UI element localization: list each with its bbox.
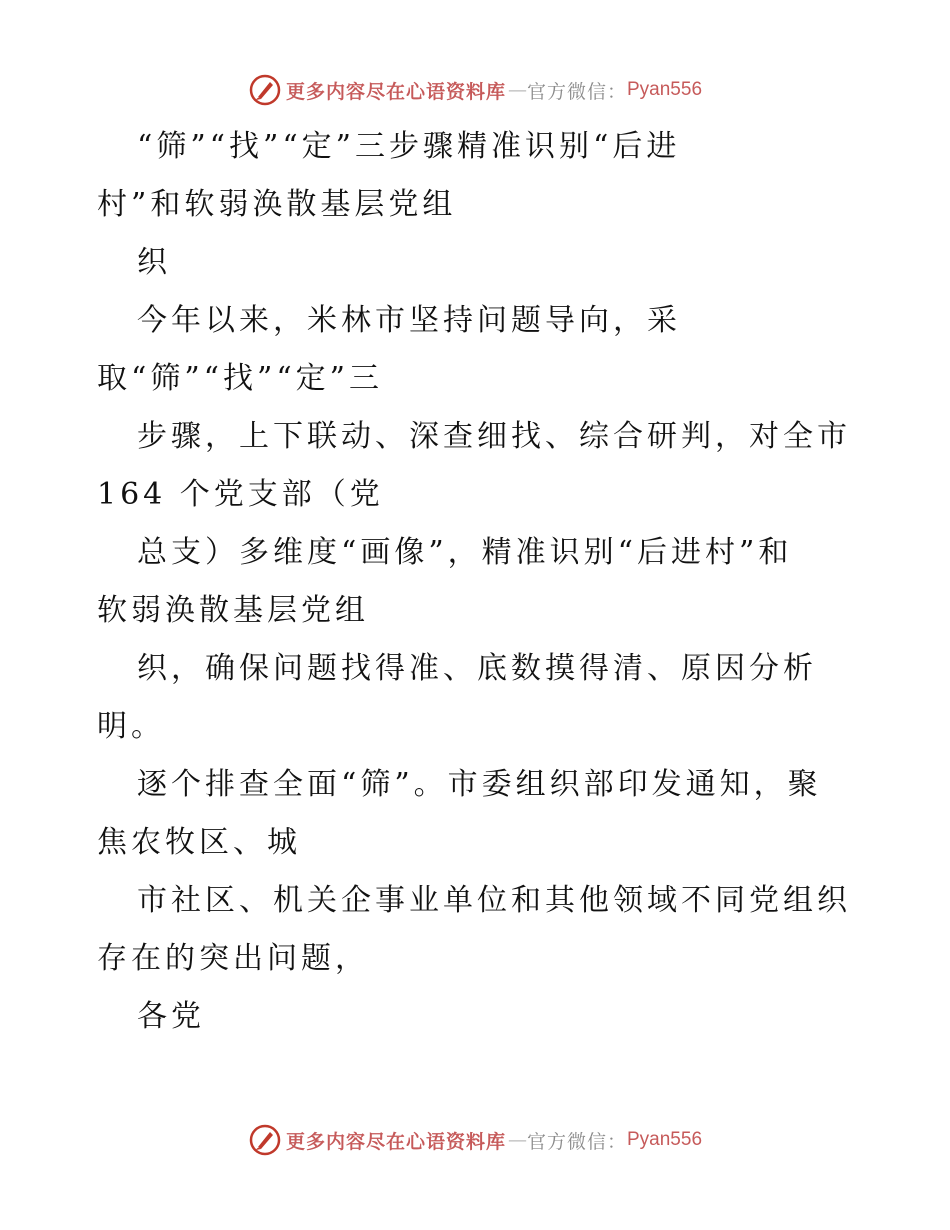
text-line: 明。	[97, 709, 165, 744]
text-line: 织	[137, 245, 171, 280]
text-line: 总支）多维度“画像”，精准识别“后进村”和	[137, 535, 793, 570]
text-line: 步骤，上下联动、深查细找、综合研判，对全市	[137, 419, 851, 454]
text-line: 市社区、机关企事业单位和其他领域不同党组织	[137, 883, 851, 918]
watermark-separator: —	[507, 1129, 525, 1151]
text-line: 164 个党支部（党	[97, 477, 384, 512]
watermark-label: 官方微信：	[526, 80, 627, 103]
watermark-label: 官方微信：	[526, 1130, 627, 1153]
text-line: 村”和软弱涣散基层党组	[97, 187, 457, 222]
brush-logo-icon	[248, 73, 282, 107]
brush-logo-icon	[248, 1123, 282, 1157]
text-line: 各党	[137, 999, 205, 1034]
text-line: 存在的突出问题，	[97, 941, 369, 976]
watermark-footer	[0, 1120, 950, 1160]
text-line: 织，确保问题找得准、底数摸得清、原因分析	[137, 651, 817, 686]
text-line: 今年以来，米林市坚持问题导向，采	[137, 303, 681, 338]
text-line: 焦农牧区、城	[97, 825, 301, 860]
text-line: 软弱涣散基层党组	[97, 593, 369, 628]
watermark-wechat-id: Pyan556	[627, 79, 703, 100]
watermark-wechat-id: Pyan556	[627, 1129, 703, 1150]
text-line: “筛”“找”“定”三步骤精准识别“后进	[137, 129, 681, 164]
watermark-text: 更多内容尽在心语资料库	[285, 80, 506, 103]
watermark-text: 更多内容尽在心语资料库	[285, 1130, 506, 1153]
text-line: 逐个排查全面“筛”。市委组织部印发通知，聚	[137, 767, 822, 802]
watermark-separator: —	[507, 79, 525, 101]
text-line: 取“筛”“找”“定”三	[97, 361, 384, 396]
watermark-header	[0, 70, 950, 110]
